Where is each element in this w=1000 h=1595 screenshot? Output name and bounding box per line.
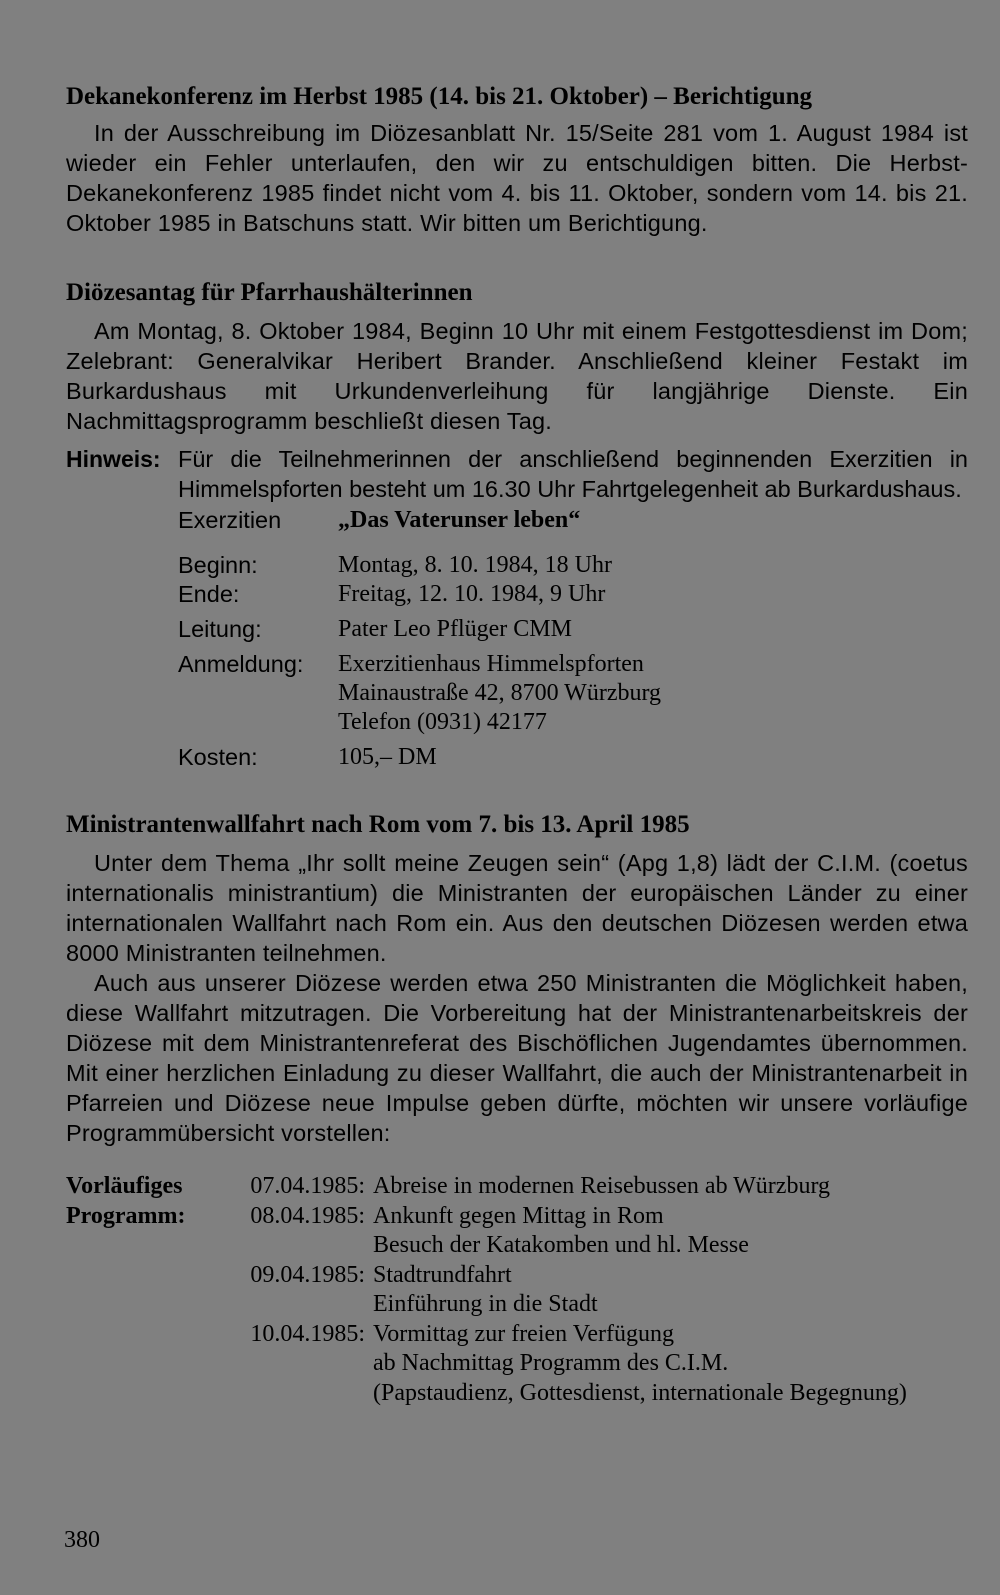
kosten-label: Kosten: xyxy=(178,744,258,770)
program-date: 09.04.1985: xyxy=(250,1261,365,1288)
program-label-2: Programm: xyxy=(66,1202,186,1229)
program-item: Abreise in modernen Reisebussen ab Würzburg xyxy=(373,1173,830,1199)
program-label-empty xyxy=(66,1320,216,1350)
exerzitien-title: „Das Vaterunser leben“ xyxy=(338,507,581,533)
beginn-value: Montag, 8. 10. 1984, 18 Uhr xyxy=(338,552,612,578)
heading-ministranten: Ministrantenwallfahrt nach Rom vom 7. bis 13. April 1985 xyxy=(66,811,690,838)
anmeldung-line2: Mainaustraße 42, 8700 Würzburg xyxy=(338,680,662,706)
anmeldung-label: Anmeldung: xyxy=(178,651,304,677)
exerzitien-details xyxy=(178,506,968,772)
hinweis-label: Hinweis: xyxy=(66,446,161,472)
heading-dioezesantag: Diözesantag für Pfarrhaushälterinnen xyxy=(66,279,473,306)
paragraph-ministranten-2: Auch aus unserer Diözese werden etwa 250 Ministranten die Möglichkeit haben, diese Wallfahrt mitzutragen. Die Vorbereitung hat der Ministrantenarbeitskreis der Diözese mit dem Ministrantenreferat des Bischöflichen Jugendamtes übernommen. Mit einer herzlichen Einladung zu dieser Wallfahrt, die auch der Ministrantenarbeit in Pfarreien und Diözese neue Impulse geben dürfte, möchten wir unsere vorläufige Programmübersicht vorstellen: xyxy=(66,970,968,1146)
program-label-empty xyxy=(66,1349,216,1379)
program-item: Ankunft gegen Mittag in Rom xyxy=(373,1202,664,1229)
beginn-label: Beginn: xyxy=(178,552,258,578)
program-label-empty xyxy=(66,1379,216,1409)
hinweis-text: Für die Teilnehmerinnen der anschließend beginnenden Exerzitien in Himmelspforten besteht um 16.30 Uhr Fahrtgelegenheit ab Burkardushaus. xyxy=(178,446,968,502)
heading-dekanekonferenz: Dekanekonferenz im Herbst 1985 (14. bis 21. Oktober) – Berichtigung xyxy=(66,83,813,110)
program-date-empty xyxy=(216,1290,373,1320)
ende-label: Ende: xyxy=(178,581,240,607)
anmeldung-line1: Exerzitienhaus Himmelspforten xyxy=(338,651,644,677)
program-label-empty xyxy=(66,1261,216,1291)
ende-value: Freitag, 12. 10. 1984, 9 Uhr xyxy=(338,581,606,607)
program-date-empty xyxy=(216,1379,373,1409)
program-label-empty xyxy=(66,1290,216,1320)
kosten-value: 105,– DM xyxy=(338,744,437,770)
leitung-label: Leitung: xyxy=(178,616,262,642)
program-table xyxy=(66,1172,968,1408)
program-date-empty xyxy=(216,1349,373,1379)
paragraph-ministranten-1: Unter dem Thema „Ihr sollt meine Zeugen sein“ (Apg 1,8) lädt der C.I.M. (coetus internationalis ministrantium) die Ministranten der europäischen Länder zu einer internationalen Wallfahrt nach Rom ein. Aus den deutschen Diözesen werden etwa 8000 Ministranten teilnehmen. xyxy=(66,850,968,966)
hinweis-block xyxy=(66,444,968,504)
program-item: Besuch der Katakomben und hl. Messe xyxy=(373,1232,749,1258)
program-item: (Papstaudienz, Gottesdienst, internationale Begegnung) xyxy=(373,1379,907,1406)
program-item: Vormittag zur freien Verfügung xyxy=(373,1320,675,1347)
exerzitien-label: Exerzitien xyxy=(178,507,282,533)
anmeldung-line3: Telefon (0931) 42177 xyxy=(338,709,547,735)
leitung-value: Pater Leo Pflüger CMM xyxy=(338,616,572,642)
program-date: 10.04.1985: xyxy=(250,1320,365,1347)
program-date: 07.04.1985: xyxy=(250,1173,365,1199)
page-content xyxy=(66,82,968,1408)
program-label-empty xyxy=(66,1231,216,1261)
paragraph-dioezesantag: Am Montag, 8. Oktober 1984, Beginn 10 Uhr mit einem Festgottesdienst im Dom; Zelebrant: Generalvikar Heribert Brander. Anschließend kleiner Festakt im Burkardushaus mit Urkundenverleihung für langjährige Dienste. Ein Nachmittagsprogramm beschließt diesen Tag. xyxy=(66,318,968,434)
program-date: 08.04.1985: xyxy=(250,1202,365,1229)
program-item: Einführung in die Stadt xyxy=(373,1291,598,1317)
program-label-1: Vorläufiges xyxy=(66,1173,183,1199)
program-item: Stadtrundfahrt xyxy=(373,1261,512,1288)
program-date-empty xyxy=(216,1231,373,1261)
program-item: ab Nachmittag Programm des C.I.M. xyxy=(373,1350,729,1376)
page-number: 380 xyxy=(64,1527,100,1553)
paragraph-dekanekonferenz: In der Ausschreibung im Diözesanblatt Nr. 15/Seite 281 vom 1. August 1984 ist wieder ein Fehler unterlaufen, den wir zu entschuldigen bitten. Die Herbst-Dekanekonferenz 1985 findet nicht vom 4. bis 11. Oktober, sondern vom 14. bis 21. Oktober 1985 in Batschuns statt. Wir bitten um Berichtigung. xyxy=(66,120,968,236)
